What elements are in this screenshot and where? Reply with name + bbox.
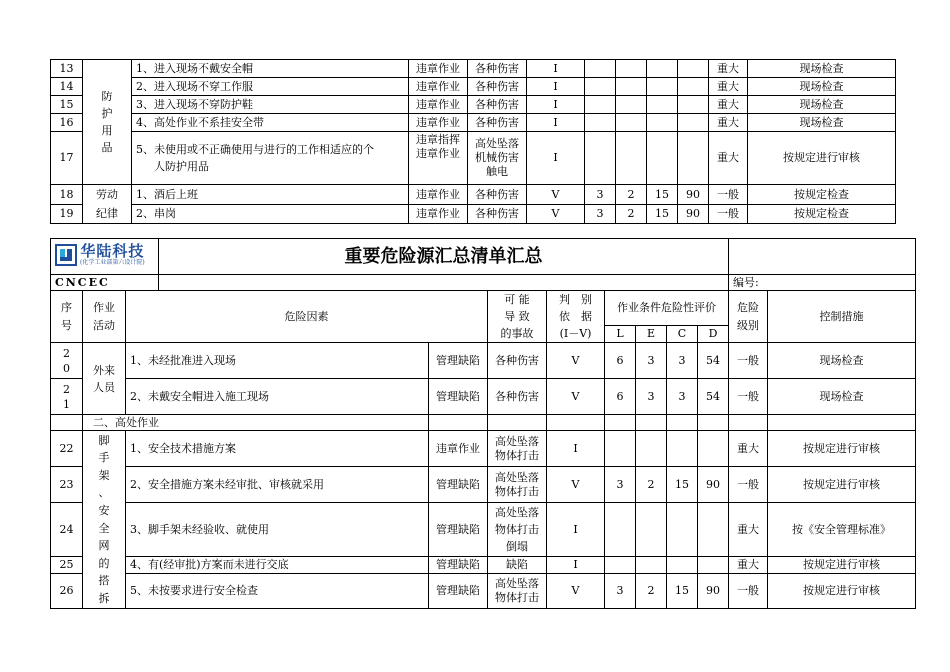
risk-grade: 一般 (729, 379, 768, 415)
risk-grade: 一般 (729, 574, 768, 609)
section-row (51, 415, 916, 431)
hazard-type: 管理缺陷 (429, 379, 488, 415)
table-row (51, 431, 916, 467)
col-l: L (605, 326, 636, 343)
category-labor-discipline: 劳动 纪律 (83, 185, 132, 224)
eval-c (647, 114, 678, 132)
col-e: E (636, 326, 667, 343)
category-visitors: 外来 人员 (83, 343, 126, 415)
eval-e (636, 557, 667, 574)
judgment-level: I (527, 132, 585, 185)
risk-grade: 重大 (709, 78, 748, 96)
hazard-factor: 1、酒后上班 (132, 185, 409, 205)
eval-e: 2 (616, 185, 647, 205)
hazard-type: 管理缺陷 (429, 574, 488, 609)
table-row (51, 574, 916, 609)
eval-c (647, 78, 678, 96)
risk-grade: 重大 (709, 114, 748, 132)
col-c: C (667, 326, 698, 343)
control-measure: 按规定进行审核 (768, 557, 916, 574)
logo-name: 华陆科技 (80, 242, 145, 261)
hazard-type: 管理缺陷 (429, 343, 488, 379)
col-control: 控制措施 (768, 291, 916, 343)
hazard-type: 违章作业 (409, 205, 468, 224)
table-row (51, 96, 896, 114)
table-row (51, 467, 916, 503)
row-number: 17 (51, 132, 83, 185)
row-number: 26 (51, 574, 83, 609)
control-measure: 按规定检查 (748, 205, 896, 224)
row-number: 15 (51, 96, 83, 114)
hazard-factor: 4、有(经审批)方案而未进行交底 (126, 557, 429, 574)
judgment-level: I (527, 60, 585, 78)
eval-c: 3 (667, 379, 698, 415)
eval-l: 3 (585, 205, 616, 224)
judgment-level: V (527, 185, 585, 205)
logo-subtitle: (化学工业部第六设计院) (80, 259, 145, 267)
hazard-factor: 2、进入现场不穿工作服 (132, 78, 409, 96)
hazard-factor: 1、进入现场不戴安全帽 (132, 60, 409, 78)
eval-e (636, 503, 667, 557)
eval-d: 90 (698, 574, 729, 609)
control-measure: 现场检查 (768, 343, 916, 379)
eval-l (585, 60, 616, 78)
row-number: 2 0 (51, 343, 83, 379)
eval-l: 3 (605, 467, 636, 503)
eval-d (698, 557, 729, 574)
eval-c: 15 (667, 467, 698, 503)
possible-accident: 各种伤害 (468, 60, 527, 78)
hazard-factor: 5、未使用或不正确使用与进行的工作相适应的个 人防护用品 (132, 132, 409, 185)
eval-e: 2 (636, 574, 667, 609)
eval-l: 3 (605, 574, 636, 609)
risk-grade: 一般 (709, 205, 748, 224)
eval-d (678, 132, 709, 185)
eval-d (698, 431, 729, 467)
hazard-factor: 3、进入现场不穿防护鞋 (132, 96, 409, 114)
judgment-level: I (527, 78, 585, 96)
eval-d: 90 (678, 205, 709, 224)
hazard-factor: 1、安全技术措施方案 (126, 431, 429, 467)
hazard-type: 违章作业 (429, 431, 488, 467)
row-number: 13 (51, 60, 83, 78)
eval-e (636, 431, 667, 467)
possible-accident: 各种伤害 (468, 185, 527, 205)
col-hazard-factor: 危险因素 (126, 291, 488, 343)
eval-l (605, 503, 636, 557)
control-measure: 按规定进行审核 (748, 132, 896, 185)
possible-accident: 各种伤害 (468, 114, 527, 132)
eval-d (678, 96, 709, 114)
hazard-type: 违章指挥 违章作业 (409, 132, 468, 185)
col-seq: 序 号 (51, 291, 83, 343)
row-number: 25 (51, 557, 83, 574)
eval-c: 15 (667, 574, 698, 609)
eval-c (647, 132, 678, 185)
possible-accident: 各种伤害 (468, 78, 527, 96)
possible-accident: 各种伤害 (488, 343, 547, 379)
risk-grade: 重大 (729, 503, 768, 557)
control-measure: 按规定进行审核 (768, 431, 916, 467)
hualu-logo-icon (55, 244, 77, 266)
row-number: 24 (51, 503, 83, 557)
possible-accident: 高处坠落 机械伤害 触电 (468, 132, 527, 185)
col-activity: 作业 活动 (83, 291, 126, 343)
hazard-factor: 2、安全措施方案未经审批、审核就采用 (126, 467, 429, 503)
eval-e: 2 (636, 467, 667, 503)
top-hazard-table (50, 59, 896, 224)
risk-grade: 重大 (709, 60, 748, 78)
table-row (51, 185, 896, 205)
eval-d (698, 503, 729, 557)
company-code: CNCEC (51, 275, 159, 291)
table-row (51, 132, 896, 185)
hazard-type: 违章作业 (409, 114, 468, 132)
hazard-factor: 4、高处作业不系挂安全带 (132, 114, 409, 132)
category-scaffolding: 脚 手 架 、 安 全 网 的 搭 拆 (83, 431, 126, 609)
control-measure: 按规定进行审核 (768, 467, 916, 503)
hazard-factor: 1、未经批准进入现场 (126, 343, 429, 379)
table-row (51, 379, 916, 415)
eval-l (605, 557, 636, 574)
judgment-level: V (547, 467, 605, 503)
eval-e (616, 60, 647, 78)
col-eval: 作业条件危险性评价 (605, 291, 729, 326)
col-judgment-basis: 判 别 依 据 (I－V) (547, 291, 605, 343)
col-possible-accident: 可 能 导 致 的事故 (488, 291, 547, 343)
col-d: D (698, 326, 729, 343)
judgment-level: V (547, 574, 605, 609)
eval-l (585, 96, 616, 114)
possible-accident: 各种伤害 (468, 205, 527, 224)
eval-e (616, 78, 647, 96)
row-number: 18 (51, 185, 83, 205)
table-row (51, 205, 896, 224)
control-measure: 按规定进行审核 (768, 574, 916, 609)
hazard-type: 违章作业 (409, 78, 468, 96)
eval-e (616, 114, 647, 132)
possible-accident: 各种伤害 (468, 96, 527, 114)
judgment-level: I (547, 503, 605, 557)
table-row (51, 78, 896, 96)
eval-d (678, 78, 709, 96)
eval-d: 90 (698, 467, 729, 503)
table-row (51, 343, 916, 379)
eval-d: 90 (678, 185, 709, 205)
possible-accident: 各种伤害 (488, 379, 547, 415)
risk-grade: 一般 (729, 343, 768, 379)
hazard-factor: 2、未戴安全帽进入施工现场 (126, 379, 429, 415)
risk-grade: 重大 (729, 431, 768, 467)
company-logo (51, 239, 159, 272)
table-row (51, 60, 896, 78)
control-measure: 现场检查 (748, 78, 896, 96)
judgment-level: I (527, 96, 585, 114)
eval-c (667, 431, 698, 467)
category-protective-gear: 防 护 用 品 (83, 60, 132, 185)
document-number-label: 编号: (729, 275, 916, 291)
hazard-factor: 5、未按要求进行安全检查 (126, 574, 429, 609)
possible-accident: 高处坠落 物体打击 (488, 431, 547, 467)
judgment-level: V (547, 379, 605, 415)
hazard-factor: 2、串岗 (132, 205, 409, 224)
eval-d: 54 (698, 379, 729, 415)
eval-e: 3 (636, 379, 667, 415)
risk-grade: 一般 (709, 185, 748, 205)
judgment-level: I (527, 114, 585, 132)
table-row (51, 557, 916, 574)
control-measure: 按规定检查 (748, 185, 896, 205)
eval-c: 15 (647, 185, 678, 205)
eval-l (585, 132, 616, 185)
eval-e (616, 132, 647, 185)
eval-d: 54 (698, 343, 729, 379)
table-row (51, 114, 896, 132)
eval-c (647, 60, 678, 78)
hazard-type: 管理缺陷 (429, 557, 488, 574)
judgment-level: V (527, 205, 585, 224)
risk-grade: 重大 (709, 96, 748, 114)
control-measure: 现场检查 (748, 60, 896, 78)
possible-accident: 高处坠落 物体打击 倒塌 (488, 503, 547, 557)
col-risk-grade: 危险 级别 (729, 291, 768, 343)
possible-accident: 缺陷 (488, 557, 547, 574)
row-number: 22 (51, 431, 83, 467)
control-measure: 现场检查 (748, 96, 896, 114)
control-measure: 现场检查 (748, 114, 896, 132)
eval-l: 6 (605, 379, 636, 415)
eval-e (616, 96, 647, 114)
eval-l: 3 (585, 185, 616, 205)
judgment-level: I (547, 557, 605, 574)
eval-l (585, 114, 616, 132)
hazard-type: 管理缺陷 (429, 503, 488, 557)
row-number: 16 (51, 114, 83, 132)
eval-d (678, 60, 709, 78)
eval-c: 3 (667, 343, 698, 379)
eval-l: 6 (605, 343, 636, 379)
hazard-type: 违章作业 (409, 60, 468, 78)
control-measure: 按《安全管理标准》 (768, 503, 916, 557)
possible-accident: 高处坠落 物体打击 (488, 467, 547, 503)
hazard-summary-table (50, 238, 916, 609)
control-measure: 现场检查 (768, 379, 916, 415)
hazard-type: 管理缺陷 (429, 467, 488, 503)
row-number: 23 (51, 467, 83, 503)
row-number: 2 1 (51, 379, 83, 415)
row-number: 19 (51, 205, 83, 224)
table-header (51, 291, 916, 326)
risk-grade: 重大 (729, 557, 768, 574)
eval-c (647, 96, 678, 114)
hazard-type: 违章作业 (409, 185, 468, 205)
risk-grade: 一般 (729, 467, 768, 503)
eval-c (667, 557, 698, 574)
eval-l (585, 78, 616, 96)
eval-e: 2 (616, 205, 647, 224)
eval-l (605, 431, 636, 467)
section-heading: 二、高处作业 (83, 415, 429, 431)
risk-grade: 重大 (709, 132, 748, 185)
eval-c (667, 503, 698, 557)
document-title: 重要危险源汇总清单汇总 (159, 239, 729, 275)
hazard-type: 违章作业 (409, 96, 468, 114)
row-number: 14 (51, 78, 83, 96)
possible-accident: 高处坠落 物体打击 (488, 574, 547, 609)
eval-c: 15 (647, 205, 678, 224)
hazard-factor: 3、脚手架未经验收、就使用 (126, 503, 429, 557)
eval-e: 3 (636, 343, 667, 379)
table-row (51, 503, 916, 557)
eval-d (678, 114, 709, 132)
judgment-level: V (547, 343, 605, 379)
judgment-level: I (547, 431, 605, 467)
